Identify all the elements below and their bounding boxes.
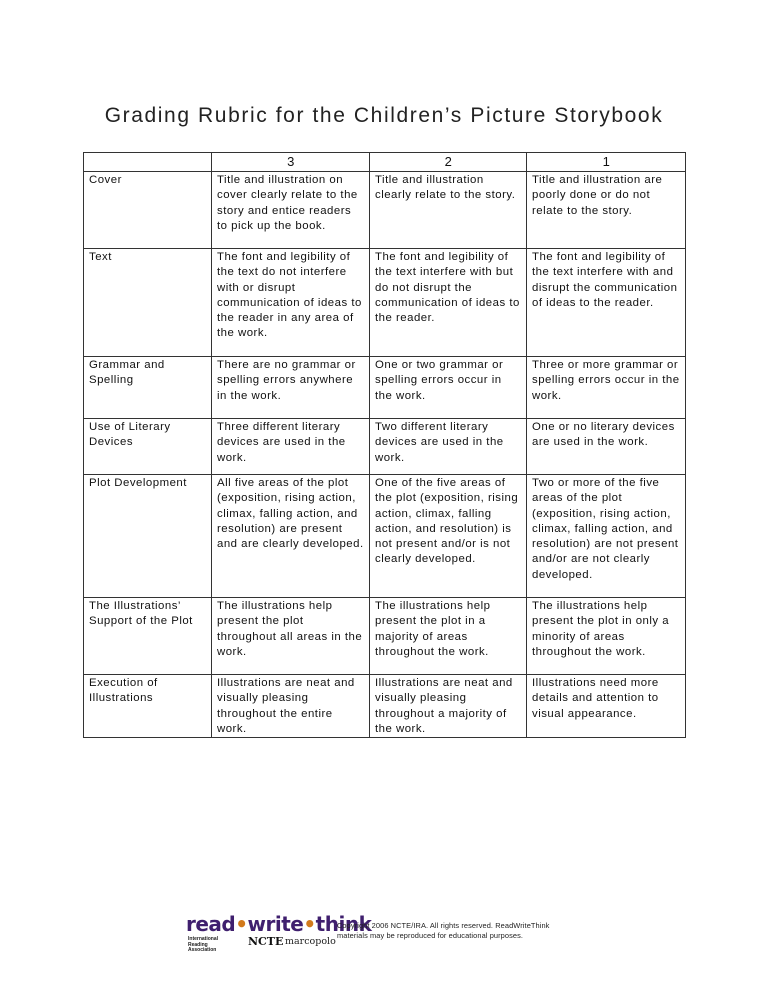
cell-score-3: The font and legibility of the text do not interfere with or disrupt communication of ideas to the reader in any area of the work.: [212, 249, 370, 357]
copyright-notice: [337, 921, 607, 941]
table-row: [84, 675, 686, 738]
footer: [186, 912, 606, 952]
criterion-plot-development: Plot Development: [84, 475, 212, 598]
cell-score-1: Two or more of the five areas of the plot (exposition, rising action, climax, falling action, and resolution) are not present and/or are not clearly developed.: [527, 475, 686, 598]
criterion-illustrations-support: The Illustrations’ Support of the Plot: [84, 598, 212, 675]
table-row: [84, 172, 686, 249]
cell-score-3: Three different literary devices are used in the work.: [212, 419, 370, 475]
cell-score-1: One or no literary devices are used in the work.: [527, 419, 686, 475]
cell-score-1: The illustrations help present the plot in only a minority of areas throughout the work.: [527, 598, 686, 675]
readwritethink-logo: [186, 912, 372, 953]
cell-score-2: Title and illustration clearly relate to the story.: [370, 172, 527, 249]
cell-score-2: The font and legibility of the text interfere with but do not disrupt the communication of ideas to the reader.: [370, 249, 527, 357]
cell-score-3: The illustrations help present the plot throughout all areas in the work.: [212, 598, 370, 675]
logo-think: think: [315, 912, 372, 936]
table-row: [84, 475, 686, 598]
criterion-cover: Cover: [84, 172, 212, 249]
cell-score-2: One or two grammar or spelling errors occur in the work.: [370, 357, 527, 419]
header-score-1: 1: [527, 153, 686, 172]
logo-write: write: [247, 912, 304, 936]
criterion-execution-illustrations: Execution of Illustrations: [84, 675, 212, 738]
cell-score-2: Two different literary devices are used in the work.: [370, 419, 527, 475]
cell-score-1: Title and illustration are poorly done or do not relate to the story.: [527, 172, 686, 249]
criterion-text: Text: [84, 249, 212, 357]
logo-dot-icon: •: [235, 912, 248, 936]
header-score-3: 3: [212, 153, 370, 172]
table-row: [84, 419, 686, 475]
cell-score-2: The illustrations help present the plot in a majority of areas throughout the work.: [370, 598, 527, 675]
header-criterion: [84, 153, 212, 172]
cell-score-3: Illustrations are neat and visually pleasing throughout the entire work.: [212, 675, 370, 738]
cell-score-3: All five areas of the plot (exposition, rising action, climax, falling action, and resolution) are present and are clearly developed.: [212, 475, 370, 598]
page-title: Grading Rubric for the Children’s Picture Storybook: [104, 104, 664, 127]
logo-marcopolo: marcopolo: [285, 936, 336, 947]
grading-rubric-table: [83, 152, 686, 738]
cell-score-1: Illustrations need more details and attention to visual appearance.: [527, 675, 686, 738]
cell-score-3: Title and illustration on cover clearly relate to the story and entice readers to pick up the book.: [212, 172, 370, 249]
copyright-line-1: Copyright 2006 NCTE/IRA. All rights reserved. ReadWriteThink: [337, 921, 550, 930]
cell-score-2: One of the five areas of the plot (exposition, rising action, climax, falling action, and resolution) is not present and/or is not clearly developed.: [370, 475, 527, 598]
logo-dot-icon: •: [303, 912, 316, 936]
cell-score-3: There are no grammar or spelling errors anywhere in the work.: [212, 357, 370, 419]
header-score-2: 2: [370, 153, 527, 172]
logo-read: read: [186, 912, 236, 936]
criterion-literary-devices: Use of Literary Devices: [84, 419, 212, 475]
header-row: [84, 153, 686, 172]
logo-ncte: NCTE: [248, 935, 284, 948]
cell-score-1: The font and legibility of the text interfere with and disrupt the communication of ideas to the reader.: [527, 249, 686, 357]
cell-score-1: Three or more grammar or spelling errors occur in the work.: [527, 357, 686, 419]
criterion-grammar: Grammar and Spelling: [84, 357, 212, 419]
cell-score-2: Illustrations are neat and visually pleasing throughout a majority of the work.: [370, 675, 527, 738]
table-row: [84, 249, 686, 357]
logo-ira: International Reading Association: [188, 936, 219, 953]
table-row: [84, 598, 686, 675]
table-row: [84, 357, 686, 419]
copyright-line-2: materials may be reproduced for educational purposes.: [337, 931, 524, 940]
